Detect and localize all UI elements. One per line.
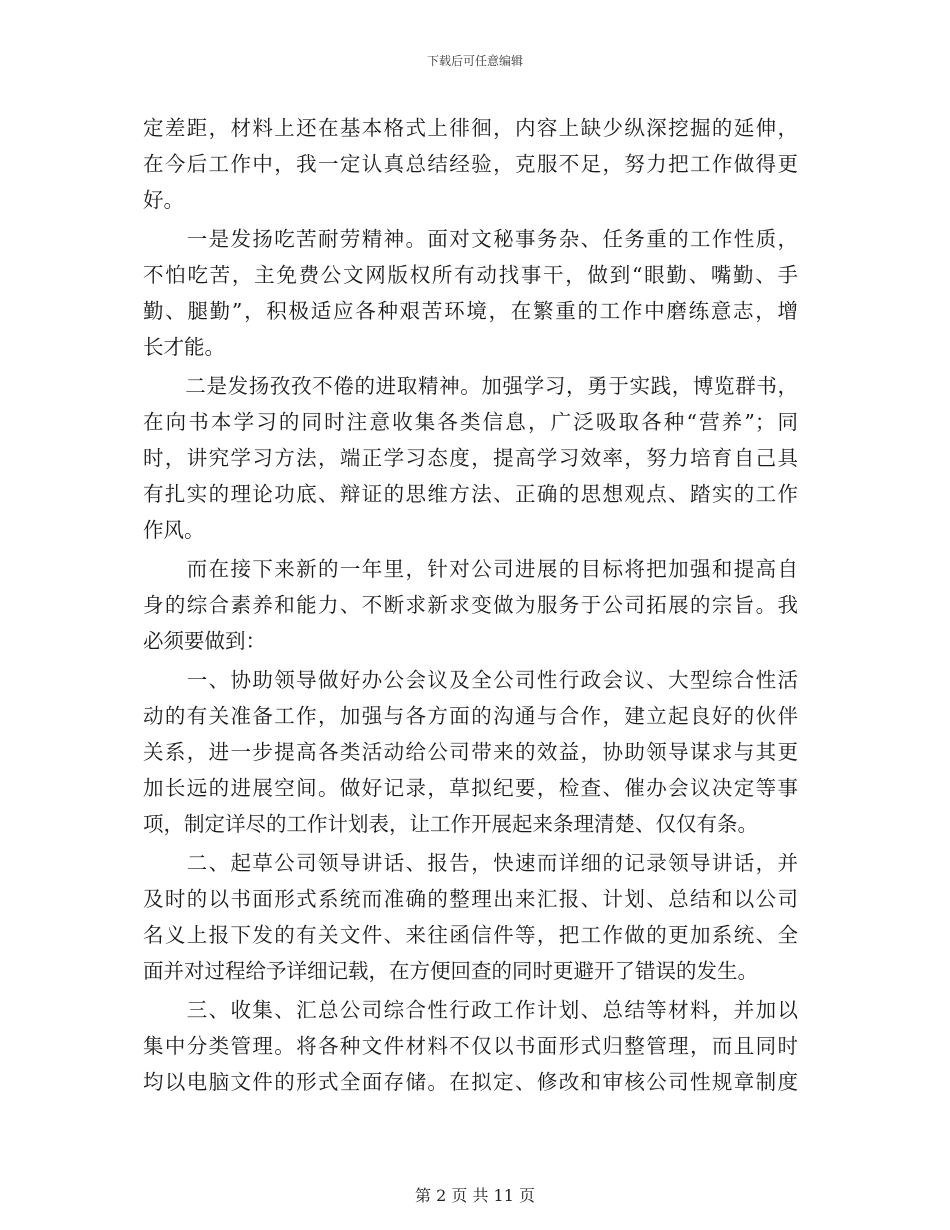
text-line: 必须要做到： xyxy=(143,629,266,653)
text-line: 三、收集、汇总公司综合性行政工作计划、总结等材料，并加以 xyxy=(143,998,798,1022)
text-line: 二是发扬孜孜不倦的进取精神。加强学习，勇于实践，博览群书， xyxy=(143,374,798,398)
text-line: 在向书本学习的同时注意收集各类信息，广泛吸取各种“营养”；同 xyxy=(143,410,798,434)
text-line: 及时的以书面形式系统而准确的整理出来汇报、计划、总结和以公司 xyxy=(143,887,798,911)
paragraph xyxy=(143,845,798,989)
text-line: 而在接下来新的一年里，针对公司进展的目标将把加强和提高自 xyxy=(143,557,798,581)
paragraph xyxy=(143,992,798,1100)
text-line: 动的有关准备工作，加强与各方面的沟通与合作，建立起良好的伙伴 xyxy=(143,704,798,728)
page-header: 下载后可任意编辑 xyxy=(426,54,523,68)
text-line: 二、起草公司领导讲话、报告，快速而详细的记录领导讲话，并 xyxy=(143,851,798,875)
text-line: 集中分类管理。将各种文件材料不仅以书面形式归整管理，而且同时 xyxy=(143,1034,798,1058)
text-line: 身的综合素养和能力、不断求新求变做为服务于公司拓展的宗旨。我 xyxy=(143,593,798,617)
paragraph xyxy=(143,368,798,548)
text-line: 在今后工作中，我一定认真总结经验，克服不足，努力把工作做得更 xyxy=(143,152,798,176)
paragraph xyxy=(143,221,798,365)
text-line: 一是发扬吃苦耐劳精神。面对文秘事务杂、任务重的工作性质， xyxy=(143,227,798,251)
text-line: 定差距，材料上还在基本格式上徘徊，内容上缺少纵深挖掘的延伸， xyxy=(143,116,798,140)
paragraph xyxy=(143,110,798,218)
text-line: 名义上报下发的有关文件、来往函信件等，把工作做的更加系统、全 xyxy=(143,923,798,947)
page-footer: 第 2 页 共 11 页 xyxy=(415,1186,535,1205)
paragraph xyxy=(143,662,798,842)
text-line: 关系，进一步提高各类活动给公司带来的效益，协助领导谋求与其更 xyxy=(143,740,798,764)
text-line: 勤、腿勤”，积极适应各种艰苦环境，在繁重的工作中磨练意志，增 xyxy=(143,299,798,323)
text-line: 一、协助领导做好办公会议及全公司性行政会议、大型综合性活 xyxy=(143,668,798,692)
paragraph xyxy=(143,551,798,659)
text-line: 项，制定详尽的工作计划表，让工作开展起来条理清楚、仅仅有条。 xyxy=(143,812,758,836)
text-line: 面并对过程给予详细记载，在方便回查的同时更避开了错误的发生。 xyxy=(143,959,758,983)
text-line: 时，讲究学习方法，端正学习态度，提高学习效率，努力培育自己具 xyxy=(143,446,798,470)
text-line: 作风。 xyxy=(143,518,205,542)
text-line: 长才能。 xyxy=(143,335,225,359)
text-line: 加长远的进展空间。做好记录，草拟纪要，检查、催办会议决定等事 xyxy=(143,776,798,800)
document-body xyxy=(143,110,798,1103)
text-line: 均以电脑文件的形式全面存储。在拟定、修改和审核公司性规章制度 xyxy=(143,1070,798,1094)
text-line: 不怕吃苦，主免费公文网版权所有动找事干，做到“眼勤、嘴勤、手 xyxy=(143,263,798,287)
text-line: 有扎实的理论功底、辩证的思维方法、正确的思想观点、踏实的工作 xyxy=(143,482,798,506)
text-line: 好。 xyxy=(143,188,184,212)
